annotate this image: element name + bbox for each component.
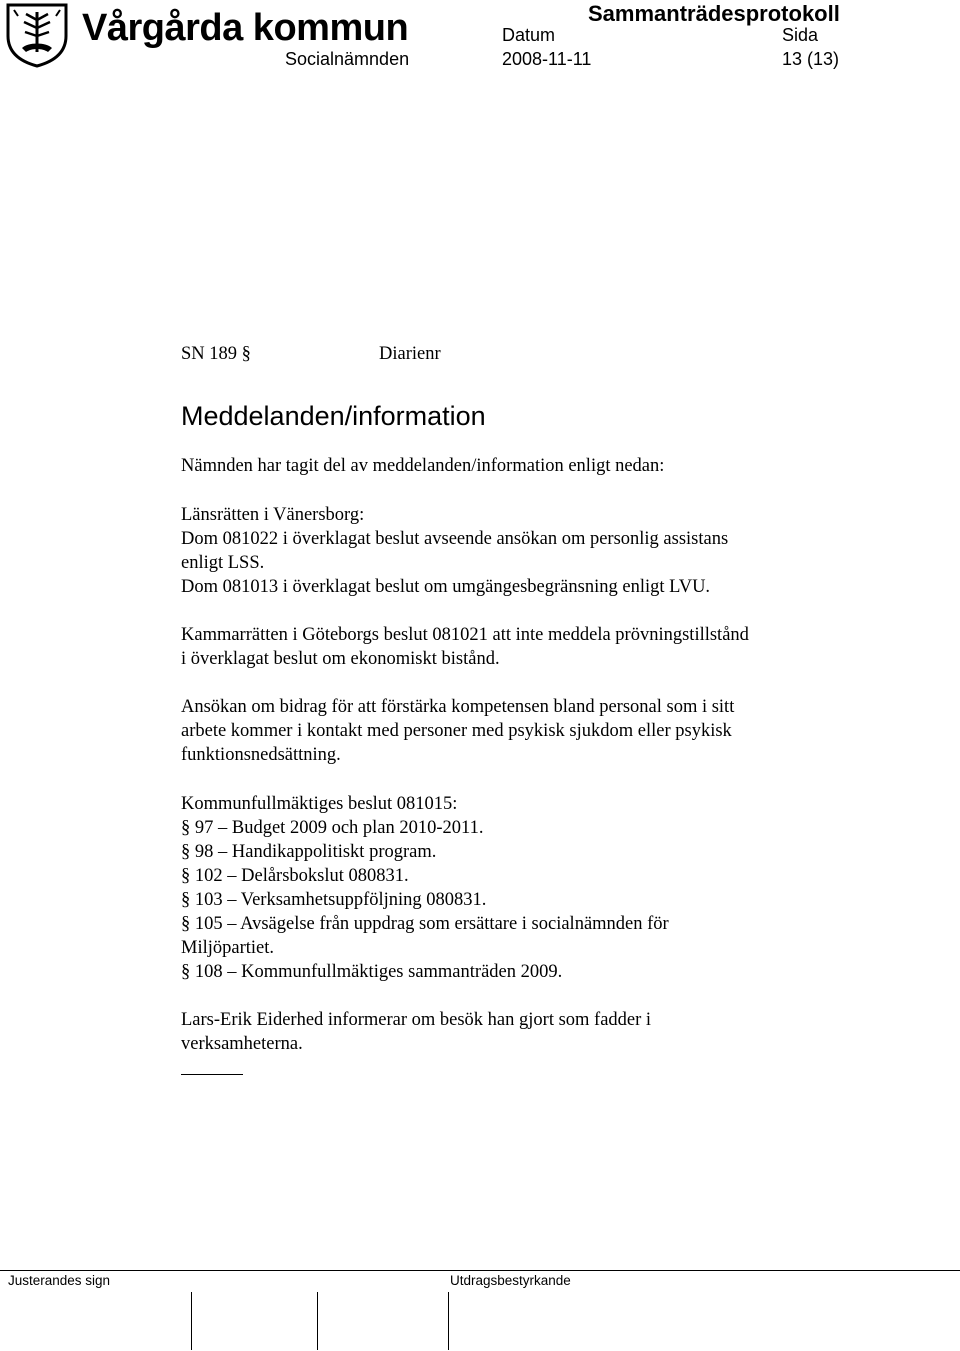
kf-item: § 98 – Handikappolitiskt program. xyxy=(181,842,437,862)
ansokan-line-3: funktionsnedsättning. xyxy=(181,745,341,765)
lars-line-2: verksamheterna. xyxy=(181,1034,303,1054)
kf-item: § 103 – Verksamhetsuppföljning 080831. xyxy=(181,890,487,910)
page-value: 13 (13) xyxy=(782,49,840,69)
page-label: Sida xyxy=(782,25,819,45)
diarie-label: Diarienr xyxy=(379,344,441,364)
court-title: Länsrätten i Vänersborg: xyxy=(181,505,365,525)
date-label: Datum xyxy=(502,25,556,45)
committee-name: Socialnämnden xyxy=(285,49,410,69)
kf-title: Kommunfullmäktiges beslut 081015: xyxy=(181,794,458,814)
coat-of-arms-logo xyxy=(4,2,70,68)
kf-item: § 108 – Kommunfullmäktiges sammanträden 2009. xyxy=(181,962,563,982)
kf-item-continuation: Miljöpartiet. xyxy=(181,938,274,958)
organization-name: Vårgårda kommun xyxy=(82,7,409,49)
signature-box-divider xyxy=(448,1292,449,1350)
kammar-line-2: i överklagat beslut om ekonomiskt bistånd. xyxy=(181,649,500,669)
section-heading: Meddelanden/information xyxy=(181,401,486,431)
signature-box-divider xyxy=(191,1292,192,1350)
kf-item: § 102 – Delårsbokslut 080831. xyxy=(181,866,409,886)
footer-justerandes-sign: Justerandes sign xyxy=(8,1273,111,1288)
lars-line-1: Lars-Erik Eiderhed informerar om besök han gjort som fadder i xyxy=(181,1010,652,1030)
footer-utdragsbestyrkande: Utdragsbestyrkande xyxy=(450,1273,571,1288)
document-type: Sammanträdesprotokoll xyxy=(588,1,840,26)
court-line-2: enligt LSS. xyxy=(181,553,265,573)
kammar-line-1: Kammarrätten i Göteborgs beslut 081021 att inte meddela prövningstillstånd xyxy=(181,625,749,645)
signature-box-divider xyxy=(317,1292,318,1350)
footer-divider xyxy=(0,1270,960,1271)
ansokan-line-2: arbete kommer i kontakt med personer med psykisk sjukdom eller psykisk xyxy=(181,721,732,741)
section-sign: § xyxy=(241,344,251,364)
court-line-3: Dom 081013 i överklagat beslut om umgängesbegränsning enligt LVU. xyxy=(181,577,711,597)
ansokan-line-1: Ansökan om bidrag för att förstärka kompetensen bland personal som i sitt xyxy=(181,697,735,717)
court-line-1: Dom 081022 i överklagat beslut avseende ansökan om personlig assistans xyxy=(181,529,729,549)
kf-item: § 105 – Avsägelse från uppdrag som ersättare i socialnämnden för xyxy=(181,914,669,934)
kf-item: § 97 – Budget 2009 och plan 2010-2011. xyxy=(181,818,484,838)
section-number xyxy=(181,342,251,366)
end-rule xyxy=(181,1074,243,1075)
section-number-text: SN 189 xyxy=(181,344,238,364)
intro-text: Nämnden har tagit del av meddelanden/information enligt nedan: xyxy=(181,456,665,476)
date-value: 2008-11-11 xyxy=(502,49,592,69)
